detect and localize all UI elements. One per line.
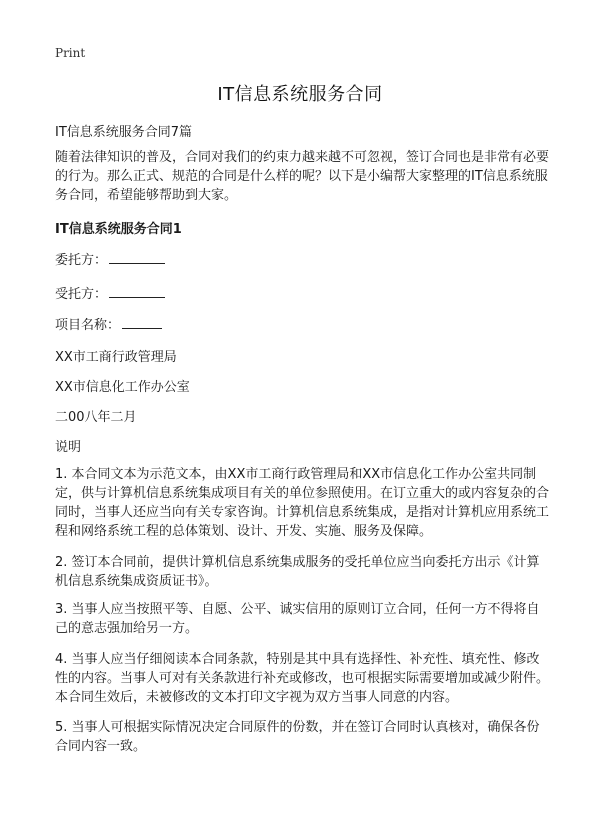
issue-date: 二00八年二月 [55, 410, 137, 425]
client-blank [109, 251, 165, 264]
clause-4: 4. 当事人应当仔细阅读本合同条款，特别是其中具有选择性、补充性、填充性、修改性的内容。当事人可对有关条款进行补充或修改，也可根据实际需要增加或减少附件。本合同生效后，未被修改的文本打印文字视为双方当事人同意的内容。 [55, 652, 550, 705]
project-name-label: 项目名称： [55, 318, 121, 333]
client-field [55, 249, 165, 268]
contractor-field [55, 283, 165, 302]
explanation-heading: 说明 [55, 440, 82, 455]
issuer-office: XX市信息化工作办公室 [55, 380, 190, 395]
project-name-blank [122, 316, 162, 329]
print-label[interactable]: Print [55, 46, 86, 60]
section-heading: IT信息系统服务合同1 [55, 222, 182, 237]
clause-5: 5. 当事人可根据实际情况决定合同原件的份数，并在签订合同时认真核对，确保各份合同内容一致。 [55, 720, 540, 754]
document-subtitle: IT信息系统服务合同7篇 [55, 125, 193, 140]
issuer-bureau: XX市工商行政管理局 [55, 350, 177, 365]
contractor-label: 受托方： [55, 287, 108, 302]
contractor-blank [109, 285, 165, 298]
clause-2: 2. 签订本合同前，提供计算机信息系统集成服务的受托单位应当向委托方出示《计算机信息系统集成资质证书》。 [55, 555, 540, 589]
clause-1: 1. 本合同文本为示范文本，由XX市工商行政管理局和XX市信息化工作办公室共同制定，供与计算机信息系统集成项目有关的单位参照使用。在订立重大的或内容复杂的合同时，当事人还应当向有关专家咨询。计算机信息系统集成，是指对计算机应用系统工程和网络系统工程的总体策划、设计、开发、实施、服务及保障。 [55, 467, 550, 539]
intro-paragraph: 随着法律知识的普及，合同对我们的约束力越来越不可忽视，签订合同也是非常有必要的行为。那么正式、规范的合同是什么样的呢？以下是小编帮大家整理的IT信息系统服务合同，希望能够帮助到大家。 [55, 150, 550, 203]
client-label: 委托方： [55, 253, 108, 268]
project-name-field [55, 314, 162, 333]
document-title: IT信息系统服务合同 [217, 84, 383, 105]
clause-3: 3. 当事人应当按照平等、自愿、公平、诚实信用的原则订立合同，任何一方不得将自己的意志强加给另一方。 [55, 602, 540, 636]
